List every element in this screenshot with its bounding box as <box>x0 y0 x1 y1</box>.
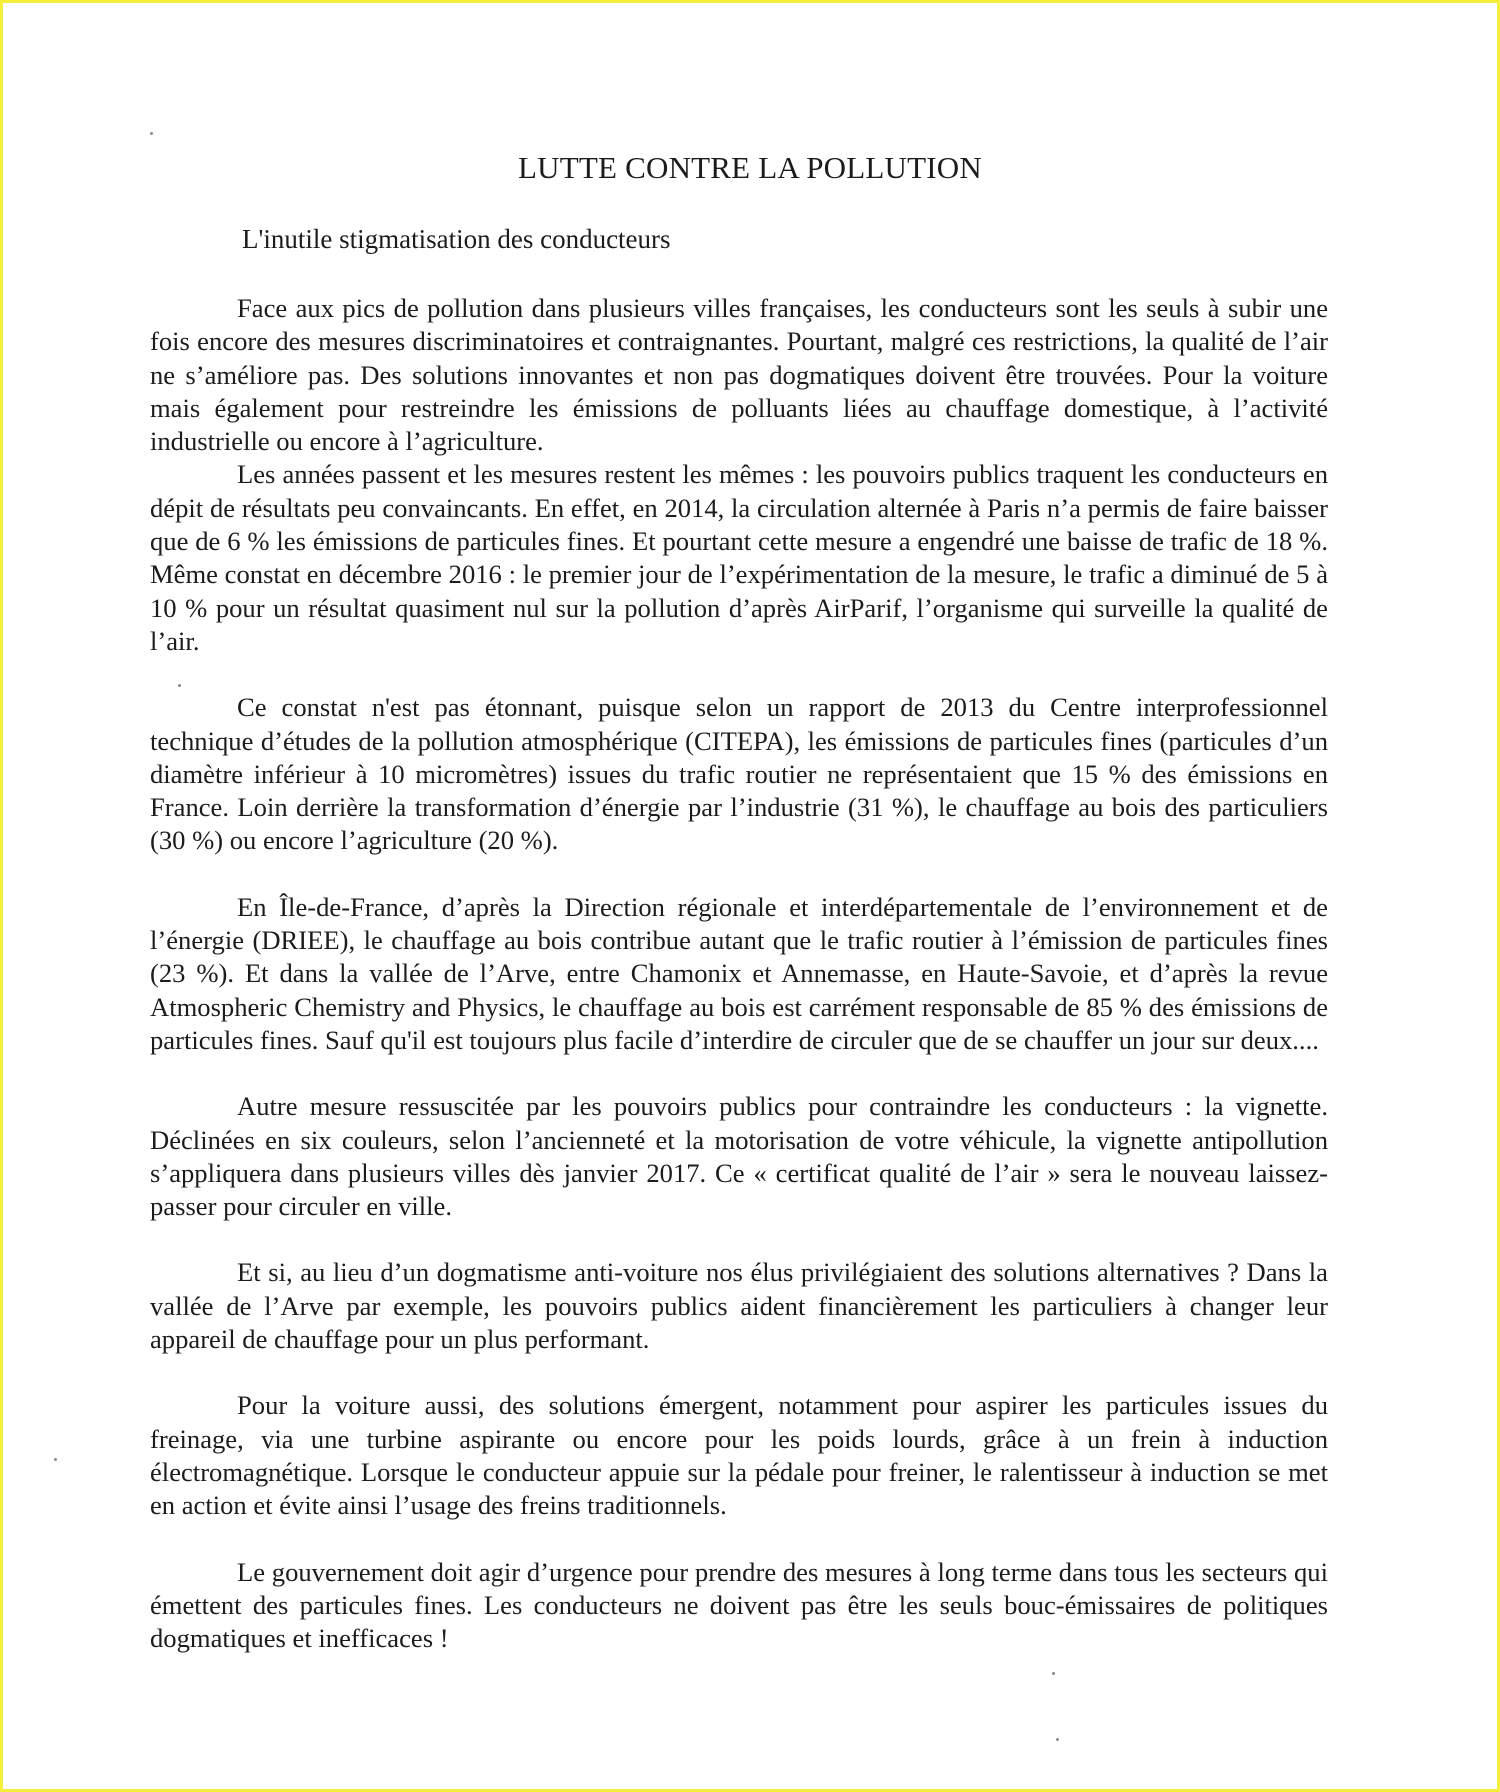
document-title: LUTTE CONTRE LA POLLUTION <box>518 150 982 185</box>
paragraph: Et si, au lieu d’un dogmatisme anti-voiture nos élus privilégiaient des solutions alternatives ? Dans la vallée de l’Arve par exemple, les pouvoirs publics aident financièrement les particuliers à changer leur appareil de chauffage pour un plus performant. <box>150 1257 1328 1355</box>
paragraph: Face aux pics de pollution dans plusieurs villes françaises, les conducteurs sont les seuls à subir une fois encore des mesures discriminatoires et contraignantes. Pourtant, malgré ces restrictions, la qualité de l’air ne s’améliore pas. Des solutions innovantes et non pas dogmatiques doivent être trouvées. Pour la voiture mais également pour restreindre les émissions de polluants liées au chauffage domestique, à l’activité industrielle ou encore à l’agriculture. <box>150 293 1328 457</box>
paragraph: En Île-de-France, d’après la Direction régionale et interdépartementale de l’environnement et de l’énergie (DRIEE), le chauffage au bois contribue autant que le trafic routier à l’émission de particules fines (23 %). Et dans la vallée de l’Arve, entre Chamonix et Annemasse, en Haute-Savoie, et d’après la revue Atmospheric Chemistry and Physics, le chauffage au bois est carrément responsable de 85 % des émissions de particules fines. Sauf qu'il est toujours plus facile d’interdire de circuler que de se chauffer un jour sur deux.... <box>150 891 1328 1055</box>
scan-speck <box>1052 1672 1055 1675</box>
document-body <box>150 292 1328 1655</box>
paragraph: Autre mesure ressuscitée par les pouvoirs publics pour contraindre les conducteurs : la vignette. Déclinées en six couleurs, selon l’ancienneté et la motorisation de votre véhicule, la vignette antipollution s’appliquera dans plusieurs villes dès janvier 2017. Ce « certificat qualité de l’air » sera le nouveau laissez-passer pour circuler en ville. <box>150 1091 1328 1222</box>
scan-speck <box>54 1458 57 1461</box>
scan-speck <box>150 132 153 135</box>
scan-speck <box>1056 1738 1059 1741</box>
paragraph: Ce constat n'est pas étonnant, puisque selon un rapport de 2013 du Centre interprofessionnel technique d’études de la pollution atmosphérique (CITEPA), les émissions de particules fines (particules d’un diamètre inférieur à 10 micromètres) issues du trafic routier ne représentaient que 15 % des émissions en France. Loin derrière la transformation d’énergie par l’industrie (31 %), le chauffage au bois des particuliers (30 %) ou encore l’agriculture (20 %). <box>150 692 1328 856</box>
paragraph: Pour la voiture aussi, des solutions émergent, notamment pour aspirer les particules issues du freinage, via une turbine aspirante ou encore pour les poids lourds, grâce à un frein à induction électromagnétique. Lorsque le conducteur appuie sur la pédale pour freiner, le ralentisseur à induction se met en action et évite ainsi l’usage des freins traditionnels. <box>150 1390 1328 1521</box>
paragraph: Les années passent et les mesures restent les mêmes : les pouvoirs publics traquent les conducteurs en dépit de résultats peu convaincants. En effet, en 2014, la circulation alternée à Paris n’a permis de faire baisser que de 6 % les émissions de particules fines. Et pourtant cette mesure a engendré une baisse de trafic de 18 %. Même constat en décembre 2016 : le premier jour de l’expérimentation de la mesure, le trafic a diminué de 5 à 10 % pour un résultat quasiment nul sur la pollution d’après AirParif, l’organisme qui surveille la qualité de l’air. <box>150 459 1328 656</box>
paragraph: Le gouvernement doit agir d’urgence pour prendre des mesures à long terme dans tous les secteurs qui émettent des particules fines. Les conducteurs ne doivent pas être les seuls bouc-émissaires de politiques dogmatiques et inefficaces ! <box>150 1556 1328 1654</box>
document-subtitle: L'inutile stigmatisation des conducteurs <box>242 224 671 254</box>
